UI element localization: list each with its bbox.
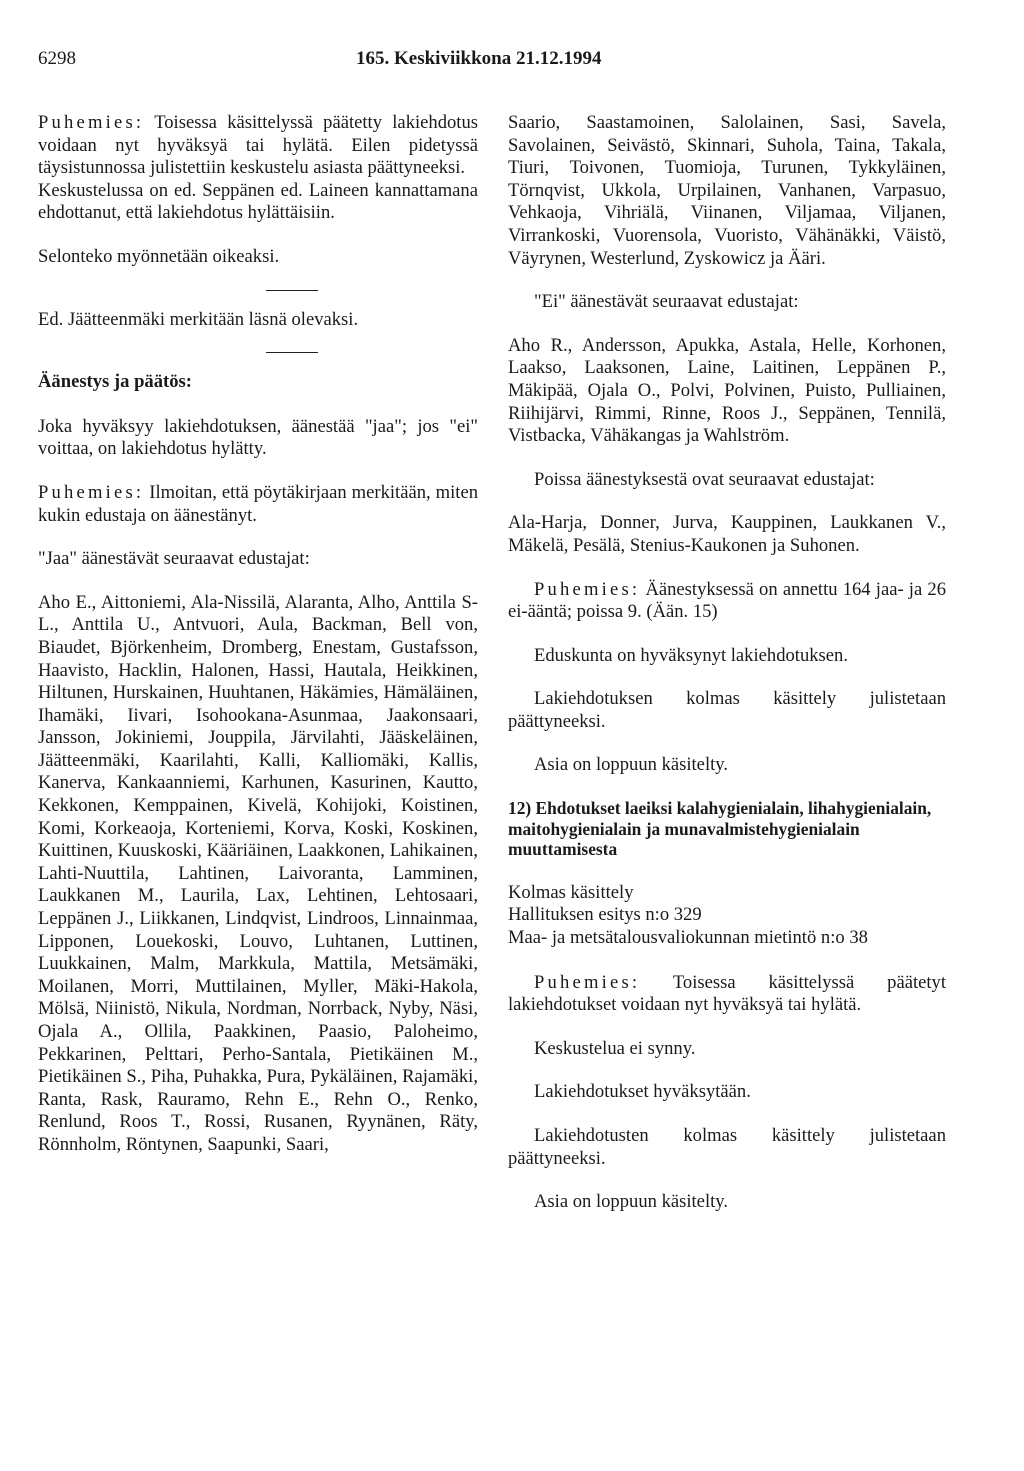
paragraph-attendance: Ed. Jäätteenmäki merkitään läsnä olevaksi. (38, 308, 359, 330)
paragraph-jaa-intro: "Jaa" äänestävät seuraavat edustajat: (38, 548, 310, 570)
speaker-name: Puhemies: (38, 112, 145, 133)
paragraph-selonteko: Selonteko myönnetään oikeaksi. (38, 245, 280, 267)
paragraph-ei-intro: "Ei" äänestävät seuraavat edustajat: (534, 291, 799, 313)
jaa-member-list-continued: Saario, Saastamoinen, Salolainen, Sasi, Savela, Savolainen, Seivästö, Skinnari, Suhola, Taina, Takala, Tiuri, Toivonen, Tuomioja, Turunen, Tykkyläinen, Törnqvist, Ukkola, Urpilainen, Vanhanen, Varpasuo, Vehkaoja, Vihriälä, Viinanen, Viljamaa, Viljanen, Virrankoski, Vuorensola, Vuoristo, Vähänäkki, Väistö, Väyrynen, Westerlund, Zyskowicz ja Ääri. (508, 112, 946, 269)
speaker-paragraph-2 (38, 482, 478, 527)
speaker-name: Puhemies: (534, 971, 641, 993)
third-reading-label: Kolmas käsittely (508, 881, 634, 903)
paragraph-no-debate: Keskustelua ei synny. (534, 1037, 696, 1059)
session-title: 165. Keskiviikkona 21.12.1994 (356, 48, 602, 69)
speaker-text: Toisessa käsittelyssä päätetty lakiehdotus voidaan nyt hyväksyä tai hylätä. Eilen pidetyssä täysistunnossa julistettiin keskustelu asiasta päättyneeksi. (38, 112, 478, 179)
paragraph-done-1: Asia on loppuun käsitelty. (534, 754, 729, 776)
divider (266, 290, 318, 291)
absent-member-list: Ala-Harja, Donner, Jurva, Kauppinen, Laukkanen V., Mäkelä, Pesälä, Stenius-Kaukonen ja Suhonen. (508, 512, 946, 556)
paragraph-closed-2: Lakiehdotusten kolmas käsittely julistetaan päättyneeksi. (508, 1125, 946, 1169)
page-number: 6298 (38, 48, 76, 69)
speaker-paragraph-3 (508, 972, 946, 1017)
speaker-paragraph-1 (38, 112, 478, 180)
page-header (38, 48, 984, 74)
paragraph-vote-rule: Joka hyväksyy lakiehdotuksen, äänestää "jaa"; jos "ei" voittaa, on lakiehdotus hylätty. (38, 415, 478, 460)
speaker-text: Äänestyksessä on annettu 164 jaa- ja 26 ei-ääntä; poissa 9. (Ään. 15) (508, 578, 946, 623)
speaker-text: Ilmoitan, että pöytäkirjaan merkitään, miten kukin edustaja on äänestänyt. (38, 481, 478, 526)
committee-report: Maa- ja metsätalousvaliokunnan mietintö n:o 38 (508, 927, 868, 949)
item-metadata (508, 882, 946, 950)
ei-member-list: Aho R., Andersson, Apukka, Astala, Helle, Korhonen, Laakso, Laaksonen, Laine, Laitinen, Leppänen P., Mäkipää, Ojala O., Polvi, Polvinen, Puisto, Pulliainen, Riihijärvi, Rimmi, Rinne, Roos J., Seppänen, Tennilä, Vistbacka, Vähäkangas ja Wahlström. (508, 334, 946, 447)
paragraph-approved: Eduskunta on hyväksynyt lakiehdotuksen. (534, 644, 848, 666)
speaker-paragraph-result (508, 579, 946, 624)
paragraph-closed: Lakiehdotuksen kolmas käsittely julistetaan päättyneeksi. (508, 688, 946, 732)
paragraph-accepted: Lakiehdotukset hyväksytään. (534, 1081, 751, 1103)
agenda-item-12-heading: 12) Ehdotukset laeiksi kalahygienialain, lihahygienialain, maitohygienialain ja munavalmistehygienialain muuttamisesta (508, 798, 932, 860)
speaker-name: Puhemies: (38, 481, 145, 503)
divider (266, 352, 318, 353)
paragraph-absent-intro: Poissa äänestyksestä ovat seuraavat edustajat: (534, 468, 875, 490)
speaker-name: Puhemies: (534, 578, 641, 600)
government-proposal: Hallituksen esitys n:o 329 (508, 904, 702, 926)
paragraph-proposal: Keskustelussa on ed. Seppänen ed. Laineen kannattamana ehdottanut, että lakiehdotus hylättäisiin. (38, 179, 478, 224)
speaker-text: Toisessa käsittelyssä päätetyt lakiehdotukset voidaan nyt hyväksyä tai hylätä. (508, 971, 946, 1016)
section-heading-vote: Äänestys ja päätös: (38, 371, 192, 393)
paragraph-done-2: Asia on loppuun käsitelty. (534, 1191, 729, 1213)
jaa-member-list: Aho E., Aittoniemi, Ala-Nissilä, Alaranta, Alho, Anttila S-L., Anttila U., Antvuori, Aula, Backman, Bell von, Biaudet, Björkenheim, Dromberg, Enestam, Gustafsson, Haavisto, Hacklin, Halonen, Hassi, Hautala, Heikkinen, Hiltunen, Hurskainen, Huuhtanen, Häkämies, Hämäläinen, Ihamäki, Iivari, Isohookana-Asunmaa, Jaakonsaari, Jansson, Jokiniemi, Jouppila, Järvilahti, Jääskeläinen, Jäätteenmäki, Kaarilahti, Kalli, Kalliomäki, Kallis, Kanerva, Kankaanniemi, Karhunen, Kasurinen, Kautto, Kekkonen, Kemppainen, Kivelä, Kohijoki, Koistinen, Komi, Korkeaoja, Korteniemi, Korva, Koski, Koskinen, Kuittinen, Kuuskoski, Kääriäinen, Laakkonen, Lahikainen, Lahti-Nuuttila, Lahtinen, Laivoranta, Lamminen, Laukkanen M., Laurila, Lax, Lehtinen, Lehtosaari, Leppänen J., Liikkanen, Lindqvist, Lindroos, Linnainmaa, Lipponen, Louekoski, Louvo, Luhtanen, Luttinen, Luukkainen, Malm, Markkula, Mattila, Metsämäki, Moilanen, Morri, Muttilainen, Myller, Mäki-Hakola, Mölsä, Niinistö, Nikula, Nordman, Norrback, Nyby, Näsi, Ojala A., Ollila, Paakkinen, Paasio, Paloheimo, Pekkarinen, Pelttari, Perho-Santala, Pietikäinen M., Pietikäinen S., Piha, Puhakka, Pura, Pykäläinen, Rajamäki, Ranta, Rask, Rauramo, Rehn E., Rehn O., Renko, Renlund, Roos T., Rossi, Rusanen, Ryynänen, Räty, Rönnholm, Röntynen, Saapunki, Saari, (38, 591, 478, 1155)
left-column (38, 112, 478, 1157)
right-column (508, 112, 946, 1235)
